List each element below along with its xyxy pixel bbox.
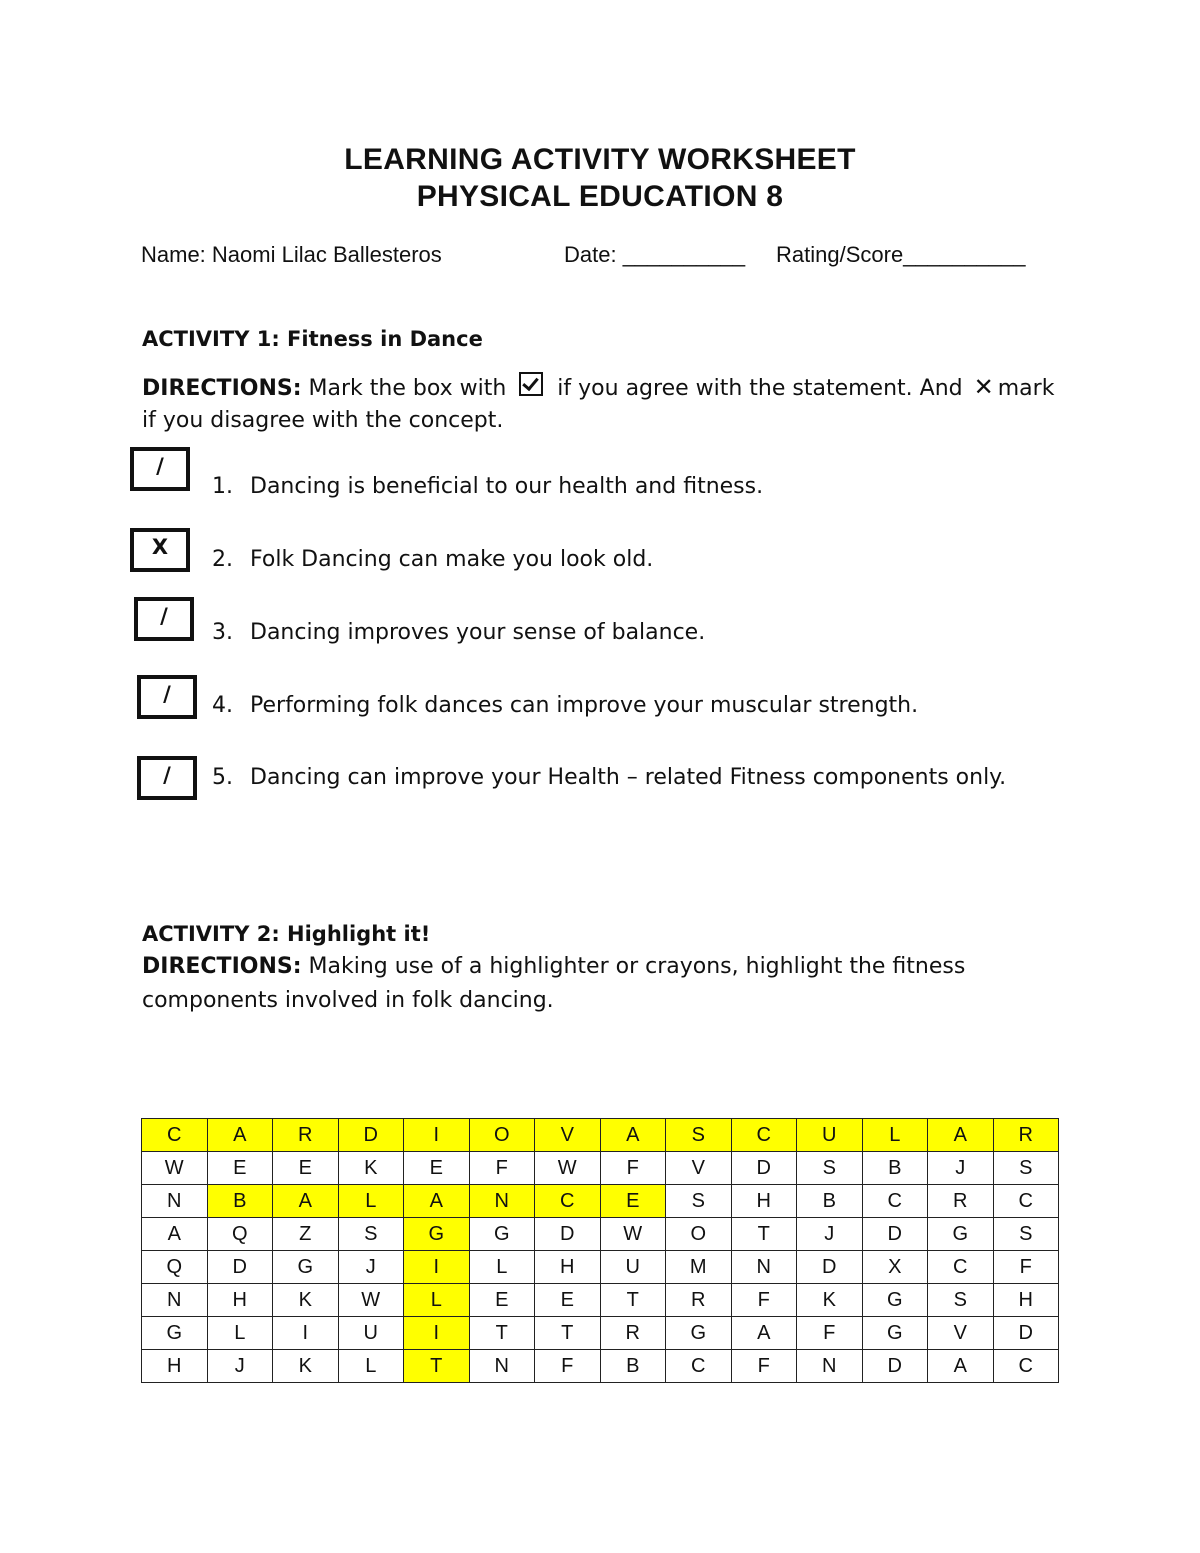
activity2-directions <box>142 950 965 984</box>
worksheet-subtitle: PHYSICAL EDUCATION 8 <box>416 180 784 213</box>
grid-cell[interactable]: E <box>469 1284 535 1317</box>
grid-row <box>142 1350 1059 1383</box>
grid-row <box>142 1251 1059 1284</box>
answer-box-5[interactable]: / <box>137 756 197 800</box>
activity1-directions-line2: if you disagree with the concept. <box>142 408 504 433</box>
grid-cell[interactable]: K <box>273 1284 339 1317</box>
grid-cell[interactable]: A <box>142 1218 208 1251</box>
grid-cell[interactable]: N <box>142 1185 208 1218</box>
grid-cell[interactable]: A <box>404 1185 470 1218</box>
grid-cell[interactable]: S <box>666 1185 732 1218</box>
grid-cell[interactable]: C <box>928 1251 994 1284</box>
grid-cell[interactable]: R <box>666 1284 732 1317</box>
grid-row <box>142 1284 1059 1317</box>
statement-text: Dancing improves your sense of balance. <box>250 620 706 645</box>
grid-cell[interactable]: A <box>207 1119 273 1152</box>
grid-cell[interactable]: L <box>338 1185 404 1218</box>
grid-cell[interactable]: T <box>535 1317 601 1350</box>
activity2-heading: ACTIVITY 2: Highlight it! <box>142 922 431 946</box>
grid-cell[interactable]: X <box>862 1251 928 1284</box>
grid-cell[interactable]: D <box>207 1251 273 1284</box>
grid-cell[interactable]: L <box>404 1284 470 1317</box>
activity2-directions-line2: components involved in folk dancing. <box>142 988 554 1013</box>
grid-cell[interactable]: H <box>993 1284 1059 1317</box>
grid-cell[interactable]: A <box>928 1119 994 1152</box>
grid-cell[interactable]: S <box>993 1218 1059 1251</box>
grid-cell[interactable]: R <box>993 1119 1059 1152</box>
statement-1 <box>212 474 763 499</box>
grid-cell[interactable]: C <box>731 1119 797 1152</box>
rating-score-field: Rating/Score__________ <box>776 242 1026 267</box>
grid-cell[interactable]: V <box>535 1119 601 1152</box>
grid-cell[interactable]: S <box>928 1284 994 1317</box>
directions-text-2: if you agree with the statement. And <box>557 376 963 401</box>
grid-cell[interactable]: N <box>469 1185 535 1218</box>
grid-cell[interactable]: L <box>469 1251 535 1284</box>
grid-cell[interactable]: N <box>797 1350 863 1383</box>
answer-box-2[interactable]: X <box>130 528 190 572</box>
grid-cell[interactable]: F <box>535 1350 601 1383</box>
grid-cell[interactable]: M <box>666 1251 732 1284</box>
grid-cell[interactable]: L <box>338 1350 404 1383</box>
grid-cell[interactable]: D <box>993 1317 1059 1350</box>
answer-box-4[interactable]: / <box>137 675 197 719</box>
grid-cell[interactable]: K <box>797 1284 863 1317</box>
word-search-grid <box>141 1118 1059 1383</box>
grid-cell[interactable]: K <box>338 1152 404 1185</box>
grid-cell[interactable]: D <box>338 1119 404 1152</box>
directions-text-3: mark <box>997 376 1055 401</box>
statement-text: Dancing can improve your Health – related Fitness components only. <box>250 765 1007 790</box>
grid-cell[interactable]: C <box>862 1185 928 1218</box>
statement-number: 5. <box>212 765 233 790</box>
grid-cell[interactable]: G <box>142 1317 208 1350</box>
grid-cell[interactable]: G <box>273 1251 339 1284</box>
worksheet-title: LEARNING ACTIVITY WORKSHEET <box>344 143 856 176</box>
grid-cell[interactable]: T <box>404 1350 470 1383</box>
grid-cell[interactable]: I <box>404 1251 470 1284</box>
x-mark-icon: ✕ <box>973 373 994 401</box>
grid-cell[interactable]: R <box>600 1317 666 1350</box>
grid-cell[interactable]: E <box>404 1152 470 1185</box>
grid-cell[interactable]: K <box>273 1350 339 1383</box>
grid-cell[interactable]: I <box>404 1317 470 1350</box>
grid-cell[interactable]: O <box>469 1119 535 1152</box>
grid-cell[interactable]: O <box>666 1218 732 1251</box>
grid-cell[interactable]: D <box>862 1350 928 1383</box>
grid-cell[interactable]: R <box>928 1185 994 1218</box>
directions-text-1: Making use of a highlighter or crayons, highlight the fitness <box>301 954 966 979</box>
statement-number: 2. <box>212 547 233 572</box>
directions-text-1: Mark the box with <box>301 376 507 401</box>
statement-number: 4. <box>212 693 233 718</box>
grid-cell[interactable]: D <box>731 1152 797 1185</box>
grid-cell[interactable]: B <box>600 1350 666 1383</box>
grid-cell[interactable]: G <box>862 1317 928 1350</box>
grid-cell[interactable]: A <box>273 1185 339 1218</box>
grid-cell[interactable]: B <box>862 1152 928 1185</box>
grid-cell[interactable]: U <box>600 1251 666 1284</box>
grid-cell[interactable]: A <box>731 1317 797 1350</box>
grid-cell[interactable]: T <box>731 1218 797 1251</box>
grid-cell[interactable]: H <box>207 1284 273 1317</box>
grid-cell[interactable]: S <box>338 1218 404 1251</box>
statement-3 <box>212 620 705 645</box>
grid-cell[interactable]: S <box>797 1152 863 1185</box>
statement-4 <box>212 693 918 718</box>
directions-label: DIRECTIONS: <box>142 376 302 401</box>
grid-cell[interactable]: C <box>142 1119 208 1152</box>
grid-cell[interactable]: Z <box>273 1218 339 1251</box>
grid-cell[interactable]: F <box>797 1317 863 1350</box>
activity1-directions <box>142 370 1054 406</box>
statement-5 <box>212 765 1006 790</box>
grid-cell[interactable]: F <box>731 1350 797 1383</box>
grid-cell[interactable]: B <box>797 1185 863 1218</box>
grid-cell[interactable]: Q <box>207 1218 273 1251</box>
grid-cell[interactable]: F <box>993 1251 1059 1284</box>
grid-cell[interactable]: V <box>666 1152 732 1185</box>
grid-cell[interactable]: E <box>600 1185 666 1218</box>
grid-cell[interactable]: J <box>338 1251 404 1284</box>
date-field: Date: __________ <box>564 242 746 267</box>
grid-cell[interactable]: G <box>469 1218 535 1251</box>
grid-cell[interactable]: E <box>535 1284 601 1317</box>
grid-cell[interactable]: J <box>797 1218 863 1251</box>
grid-cell[interactable]: J <box>207 1350 273 1383</box>
student-name: Name: Naomi Lilac Ballesteros <box>141 242 442 267</box>
statement-number: 3. <box>212 620 233 645</box>
grid-cell[interactable]: W <box>338 1284 404 1317</box>
grid-cell[interactable]: G <box>928 1218 994 1251</box>
grid-cell[interactable]: N <box>731 1251 797 1284</box>
grid-cell[interactable]: S <box>993 1152 1059 1185</box>
grid-cell[interactable]: D <box>535 1218 601 1251</box>
grid-row <box>142 1119 1059 1152</box>
grid-cell[interactable]: B <box>207 1185 273 1218</box>
statement-2 <box>212 547 653 572</box>
grid-row <box>142 1218 1059 1251</box>
grid-cell[interactable]: T <box>469 1317 535 1350</box>
grid-cell[interactable]: W <box>535 1152 601 1185</box>
grid-cell[interactable]: A <box>928 1350 994 1383</box>
grid-row <box>142 1185 1059 1218</box>
statement-number: 1. <box>212 474 233 499</box>
grid-cell[interactable]: F <box>600 1152 666 1185</box>
grid-cell[interactable]: W <box>600 1218 666 1251</box>
answer-box-3[interactable]: / <box>134 597 194 641</box>
grid-cell[interactable]: I <box>273 1317 339 1350</box>
grid-cell[interactable]: Q <box>142 1251 208 1284</box>
grid-cell[interactable]: D <box>862 1218 928 1251</box>
answer-box-1[interactable]: / <box>130 447 190 491</box>
activity1-heading: ACTIVITY 1: Fitness in Dance <box>142 327 483 351</box>
grid-cell[interactable]: H <box>731 1185 797 1218</box>
grid-cell[interactable]: V <box>928 1317 994 1350</box>
grid-cell[interactable]: C <box>993 1350 1059 1383</box>
grid-cell[interactable]: G <box>666 1317 732 1350</box>
grid-cell[interactable]: J <box>928 1152 994 1185</box>
grid-cell[interactable]: C <box>993 1185 1059 1218</box>
grid-cell[interactable]: U <box>338 1317 404 1350</box>
grid-cell[interactable]: D <box>797 1251 863 1284</box>
grid-cell[interactable]: N <box>469 1350 535 1383</box>
grid-cell[interactable]: F <box>731 1284 797 1317</box>
grid-cell[interactable]: C <box>535 1185 601 1218</box>
grid-cell[interactable]: L <box>207 1317 273 1350</box>
grid-cell[interactable]: A <box>600 1119 666 1152</box>
grid-cell[interactable]: T <box>600 1284 666 1317</box>
grid-cell[interactable]: R <box>273 1119 339 1152</box>
grid-cell[interactable]: E <box>207 1152 273 1185</box>
grid-cell[interactable]: C <box>666 1350 732 1383</box>
grid-cell[interactable]: G <box>404 1218 470 1251</box>
checkbox-check-icon <box>519 372 543 396</box>
grid-row <box>142 1317 1059 1350</box>
grid-cell[interactable]: N <box>142 1284 208 1317</box>
grid-row <box>142 1152 1059 1185</box>
grid-cell[interactable]: I <box>404 1119 470 1152</box>
statement-text: Dancing is beneficial to our health and fitness. <box>250 474 764 499</box>
statement-text: Performing folk dances can improve your muscular strength. <box>250 693 919 718</box>
grid-cell[interactable]: W <box>142 1152 208 1185</box>
grid-cell[interactable]: L <box>862 1119 928 1152</box>
directions-label: DIRECTIONS: <box>142 954 302 979</box>
grid-cell[interactable]: U <box>797 1119 863 1152</box>
grid-cell[interactable]: E <box>273 1152 339 1185</box>
grid-cell[interactable]: G <box>862 1284 928 1317</box>
grid-cell[interactable]: H <box>142 1350 208 1383</box>
grid-cell[interactable]: H <box>535 1251 601 1284</box>
statement-text: Folk Dancing can make you look old. <box>250 547 654 572</box>
grid-cell[interactable]: F <box>469 1152 535 1185</box>
grid-cell[interactable]: S <box>666 1119 732 1152</box>
